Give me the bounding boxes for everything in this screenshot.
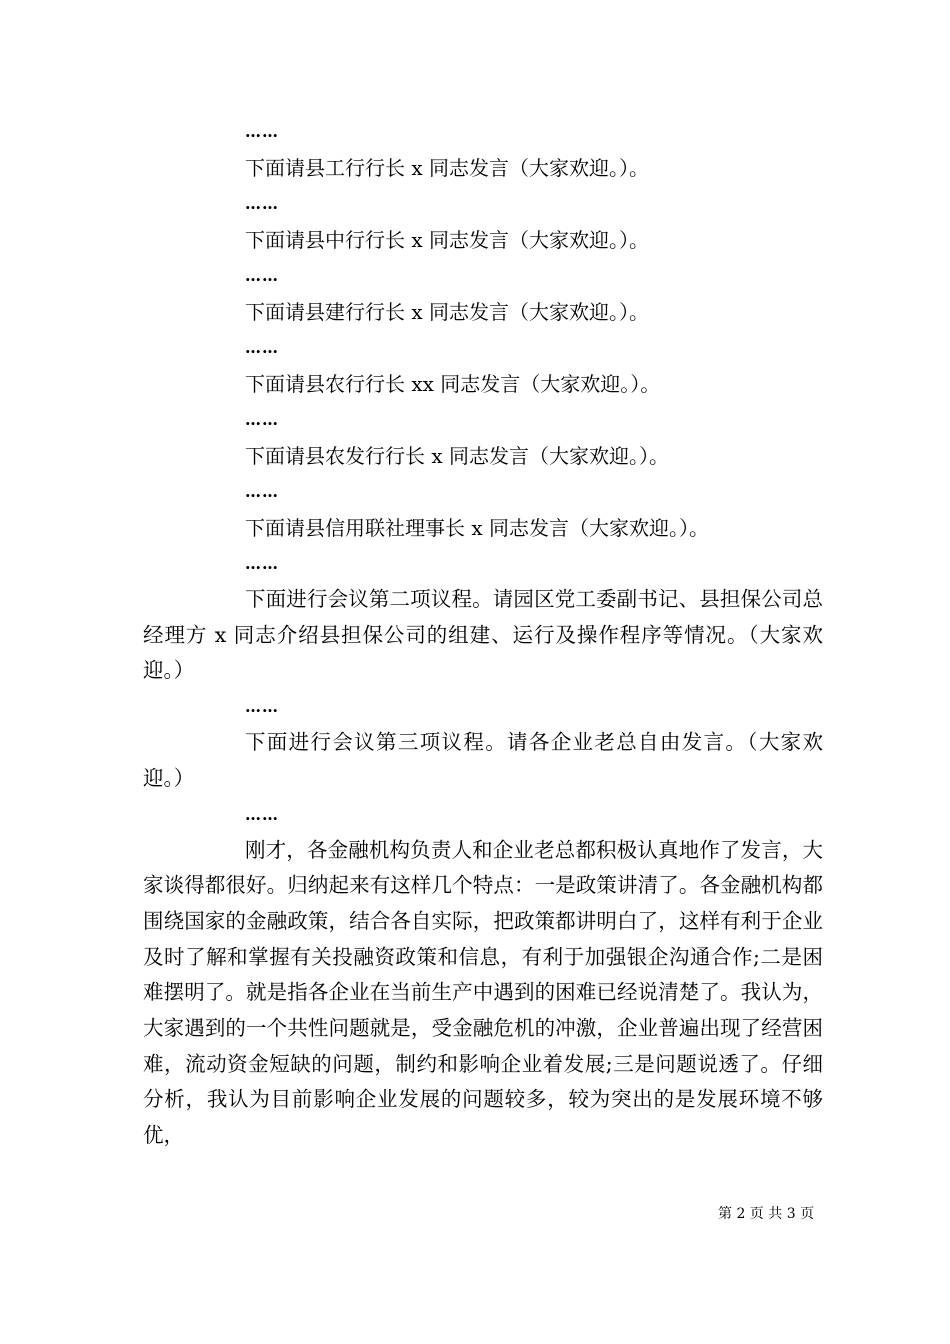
- ellipsis: ……: [245, 410, 279, 429]
- ellipsis: ……: [245, 338, 279, 357]
- agenda-item-3: 下面进行会议第三项议程。请各企业老总自由发言。（大家欢迎。）: [143, 730, 823, 790]
- summary-paragraph: 刚才，各金融机构负责人和企业老总都积极认真地作了发言，大家谈得都很好。归纳起来有这样几个特点：一是政策讲清了。各金融机构都围绕国家的金融政策，结合各自实际，把政策都讲明白了，这样有利于企业及时了解和掌握有关投融资政策和信息，有利于加强银企沟通合作;二是困难摆明了。就是指各企业在当前生产中遇到的困难已经说清楚了。我认为，大家遇到的一个共性问题就是，受金融危机的冲激，企业普遍出现了经营困难，流动资金短缺的问题，制约和影响企业着发展;三是问题说透了。仔细分析，我认为目前影响企业发展的问题较多，较为突出的是发展环境不够优，: [143, 837, 823, 1148]
- ellipsis: ……: [245, 697, 279, 717]
- speaker-line-icbc: 下面请县工行行长 x 同志发言（大家欢迎。）。: [245, 156, 649, 180]
- speaker-line-ccb: 下面请县建行行长 x 同志发言（大家欢迎。）。: [245, 300, 649, 324]
- ellipsis: ……: [245, 194, 279, 213]
- document-body: [143, 114, 823, 1154]
- speaker-line-adbc: 下面请县农发行行长 x 同志发言（大家欢迎。）。: [245, 444, 669, 468]
- ellipsis: ……: [245, 266, 279, 285]
- speaker-line-boc: 下面请县中行行长 x 同志发言（大家欢迎。）。: [245, 228, 649, 252]
- ellipsis: ……: [245, 554, 279, 573]
- agenda-item-2: 下面进行会议第二项议程。请园区党工委副书记、县担保公司总经理方 x 同志介绍县担保公司的组建、运行及操作程序等情况。（大家欢迎。）: [143, 587, 823, 683]
- ellipsis: ……: [245, 122, 279, 141]
- ellipsis: ……: [245, 804, 279, 824]
- speaker-line-abc: 下面请县农行行长 xx 同志发言（大家欢迎。）。: [245, 372, 661, 396]
- page-number: 第 2 页 共 3 页: [718, 1206, 815, 1222]
- speaker-line-credit-union: 下面请县信用联社理事长 x 同志发言（大家欢迎。）。: [245, 516, 709, 540]
- ellipsis: ……: [245, 482, 279, 501]
